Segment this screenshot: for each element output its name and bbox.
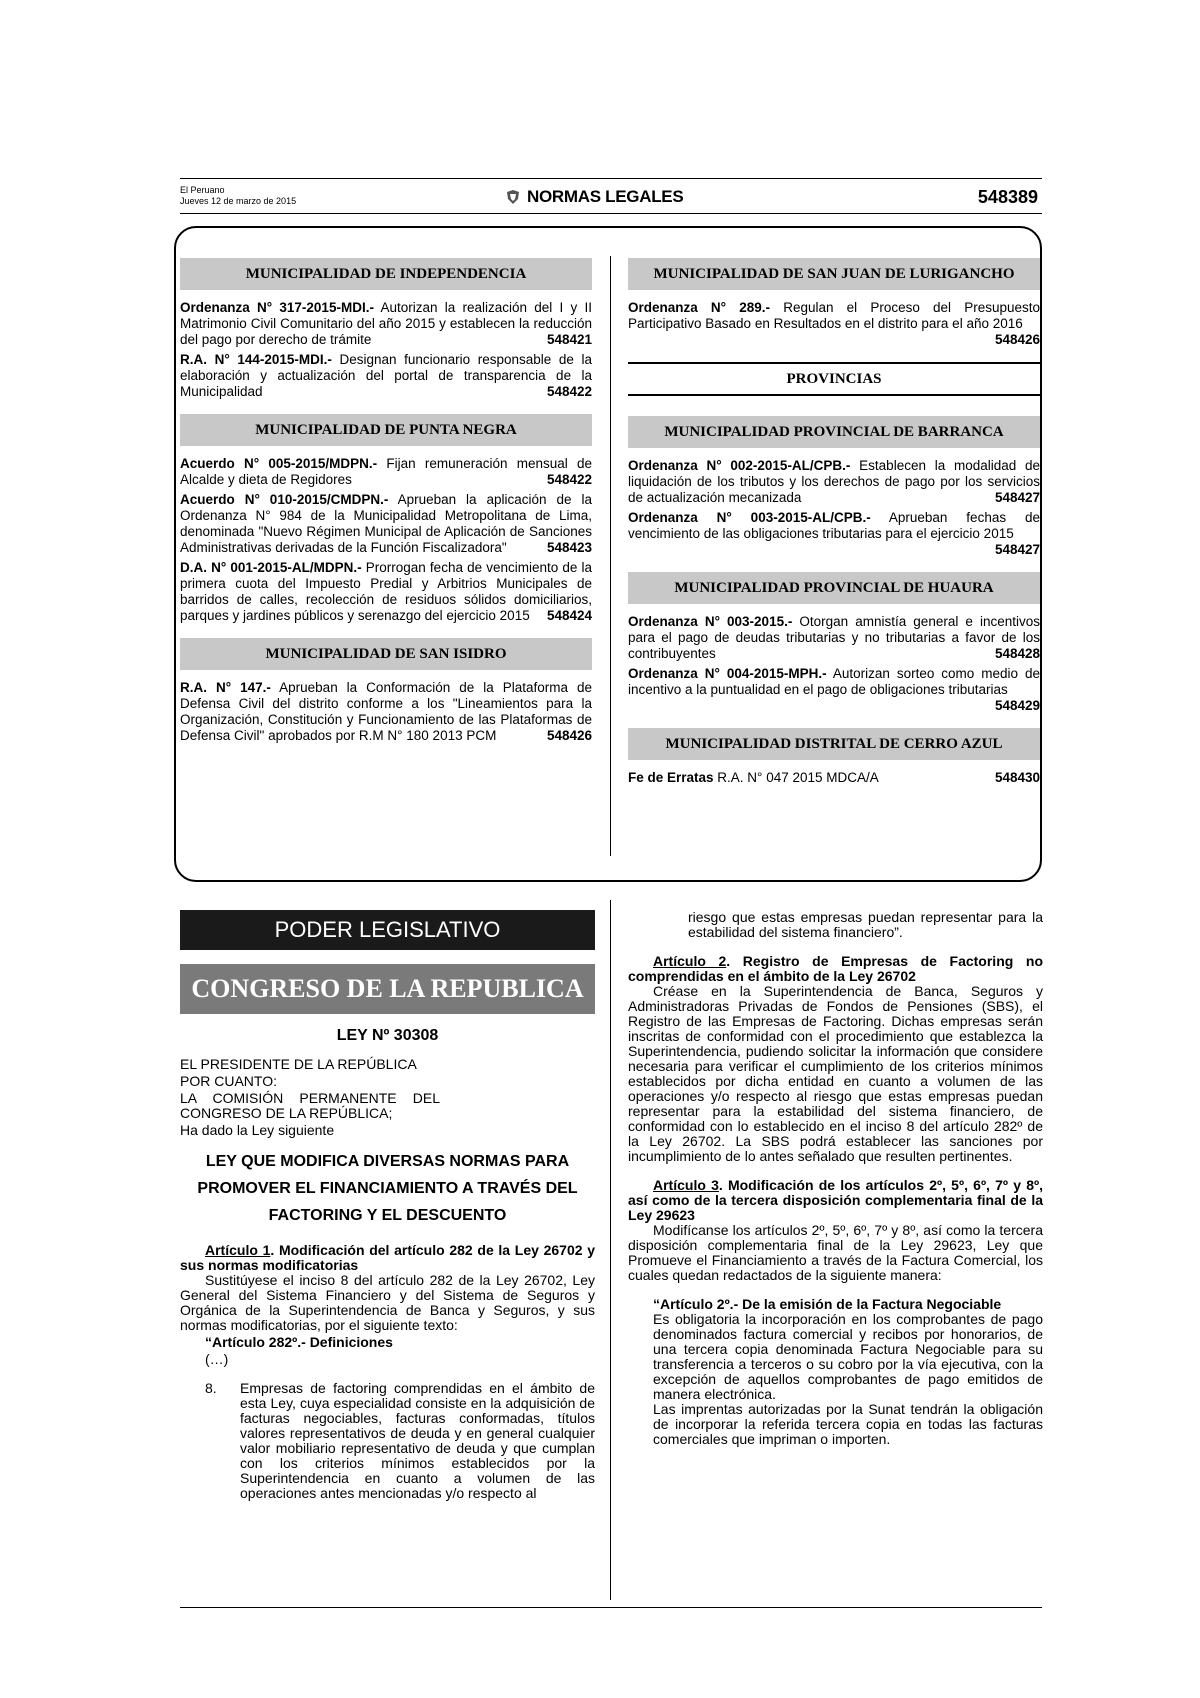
article-3-text: Modifícanse los artículos 2º, 5º, 6º, 7º y 8º, así como la tercera disposición complementaria final de la Ley 29623, Ley que Promueve el Financiamiento a través de la Factura Comercial, los cuales quedan redactados de la siguiente manera: [628, 1222, 1043, 1283]
entry-description: Otorgan amnistía general e incentivos para el pago de deudas tributarias y no tributarias a favor de los contribuyentes [628, 614, 1040, 661]
entry-description: Aprueban la Conformación de la Plataforma de Defensa Civil del distrito conforme a los "Lineamientos para la Organización, Constitución y Funcionamiento de las Plataformas de Defensa Civil" aprobados por R.M N° 180 2013 PCM [180, 680, 592, 743]
body-left-column [180, 910, 595, 1501]
header-publisher-block [180, 185, 296, 207]
ha-dado-line: Ha dado la Ley siguiente [180, 1122, 335, 1138]
entry-reference: R.A. N° 147.- [180, 680, 271, 695]
summary-entry[interactable] [628, 666, 1040, 714]
summary-entry[interactable] [628, 614, 1040, 662]
entry-page: 548422 [546, 384, 592, 399]
por-cuanto-line: POR CUANTO: [180, 1073, 277, 1089]
entry-reference: Acuerdo N° 010-2015/CMDPN.- [180, 492, 389, 507]
entry-reference: Ordenanza N° 003-2015-AL/CPB.- [628, 510, 871, 525]
law-number: LEY Nº 30308 [336, 1027, 439, 1044]
section-heading: MUNICIPALIDAD PROVINCIAL DE HUAURA [628, 572, 1040, 604]
page-number: 548389 [977, 187, 1038, 207]
entry-page: 548422 [546, 472, 592, 487]
entry-reference: Ordenanza N° 317-2015-MDI.- [180, 300, 374, 315]
entry-page: 548421 [546, 332, 592, 347]
summary-entry[interactable] [180, 492, 592, 556]
president-line: EL PRESIDENTE DE LA REPÚBLICA [180, 1056, 417, 1072]
header-top-rule [180, 178, 1042, 179]
entry-page: 548429 [994, 698, 1040, 713]
entry-description: Establecen la modalidad de liquidación de los tributos y los derechos de pago por los servicios de actualización mecanizada [628, 458, 1040, 505]
item-8 [205, 1381, 595, 1501]
article-1-text: Sustitúyese el inciso 8 del artículo 282 de la Ley 26702, Ley General del Sistema Financiero y del Sistema de Seguros y Orgánica de la Superintendencia de Banca y Seguros, y sus normas modificatorias, por el siguiente texto: [180, 1272, 595, 1333]
entry-description: Designan funcionario responsable de la elaboración y actualización del portal de transparencia de la Municipalidad [180, 352, 592, 399]
publication-date: Jueves 12 de marzo de 2015 [180, 196, 297, 206]
body-right-column [628, 910, 1043, 1447]
article-2-quote-p1: Es obligatoria la incorporación en los comprobantes de pago denominados factura comercial y recibos por honorarios, de una tercera copia denominada Factura Negociable para su transferencia a terceros o su cobro por la vía ejecutiva, con la excepción de aquellos comprobantes de pago emitidos de manera electrónica. [653, 1311, 1043, 1402]
header-bottom-rule [180, 213, 1042, 214]
law-title: LEY QUE MODIFICA DIVERSAS NORMAS PARA PROMOVER EL FINANCIAMIENTO A TRAVÉS DEL FACTORING Y EL DESCUENTO [197, 1153, 578, 1224]
entry-reference: Acuerdo N° 005-2015/MDPN.- [180, 456, 378, 471]
article-2-quote-heading: “Artículo 2º.- De la emisión de la Factura Negociable [653, 1296, 1002, 1312]
section-heading: MUNICIPALIDAD DE SAN ISIDRO [180, 638, 592, 670]
section-heading: MUNICIPALIDAD DE INDEPENDENCIA [180, 258, 592, 290]
entry-reference: Ordenanza N° 003-2015.- [628, 614, 793, 629]
entry-page: 548427 [994, 542, 1040, 557]
article-1-label: Artículo 1 [205, 1242, 271, 1258]
ellipsis: (…) [205, 1351, 229, 1367]
entry-description: Regulan el Proceso del Presupuesto Participativo Basado en Resultados en el distrito para el año 2016 [628, 300, 1041, 331]
entry-description: R.A. N° 047 2015 MDCA/A [713, 770, 879, 785]
entry-reference: R.A. N° 144-2015-MDI.- [180, 352, 332, 367]
page-bottom-rule [180, 1607, 1042, 1608]
summary-entry[interactable] [628, 510, 1040, 558]
article-1-title: . Modificación del artículo 282 de la Ley 26702 y sus normas modificatorias [180, 1242, 595, 1273]
section-heading: MUNICIPALIDAD DE PUNTA NEGRA [180, 414, 592, 446]
publisher-name: El Peruano [180, 185, 225, 195]
poder-legislativo-banner: PODER LEGISLATIVO [180, 910, 595, 950]
entry-reference: Ordenanza N° 002-2015-AL/CPB.- [628, 458, 851, 473]
article-282-heading: “Artículo 282º.- Definiciones [205, 1334, 393, 1350]
entry-page: 548424 [546, 608, 592, 623]
entry-description: Prorrogan fecha de vencimiento de la primera cuota del Impuesto Predial y Arbitrios Municipales de barridos de calles, recolección de residuos sólidos domiciliarios, parques y jardines públicos y serenazgo del ejercicio 2015 [180, 560, 592, 623]
article-2-title: . Registro de Empresas de Factoring no comprendidas en el ámbito de la Ley 26702 [628, 953, 1043, 984]
summary-entry[interactable] [180, 352, 592, 400]
article-1-heading [180, 1243, 595, 1273]
entry-page: 548426 [546, 728, 592, 743]
article-3-label: Artículo 3 [653, 1177, 719, 1193]
entry-page: 548423 [546, 540, 592, 555]
entry-description: Autorizan la realización del I y II Matrimonio Civil Comunitario del año 2015 y establecen la reducción del pago por derecho de trámite [180, 300, 592, 347]
summary-entry[interactable] [180, 456, 592, 488]
article-3-title: . Modificación de los artículos 2º, 5º, 6º, 7º y 8º, así como de la tercera disposición complementaria final de la Ley 29623 [628, 1177, 1043, 1223]
body-column-divider [610, 900, 611, 1600]
entry-page: 548430 [994, 770, 1040, 785]
summary-entry[interactable] [628, 300, 1040, 348]
article-2-text: Créase en la Superintendencia de Banca, Seguros y Administradoras Privadas de Fondos de Pensiones (SBS), el Registro de las Empresas de Factoring. Dichas empresas serán inscritas de conformidad con el procedimiento que establezca la Superintendencia, pudiendo solicitar la información que considere necesaria para verificar el cumplimiento de los criterios mínimos establecidos por dicha entidad en cuanto a volumen de las operaciones y/o respecto al riesgo que estas empresas puedan representar para la estabilidad del sistema financiero, de conformidad con lo establecido en el inciso 8 del artículo 282º de la Ley 26702. La SBS podrá establecer las sanciones por incumplimiento de lo antes señalado que resulten pertinentes. [628, 983, 1043, 1164]
summary-entry[interactable] [180, 560, 592, 624]
entry-page: 548426 [994, 332, 1040, 347]
item-8-text: Empresas de factoring comprendidas en el ámbito de esta Ley, cuya especialidad consiste en la adquisición de facturas negociables, facturas conformadas, títulos valores representativos de deuda y en general cualquier valor mobiliario representativo de deuda y que cumplan con los criterios mínimos establecidos por la Superintendencia en cuanto a volumen de las operaciones antes mencionadas y/o respecto al [240, 1380, 595, 1501]
entry-description: Fijan remuneración mensual de Alcalde y dieta de Regidores [180, 456, 592, 487]
item-8-continuation: riesgo que estas empresas puedan representar para la estabilidad del sistema financiero”. [688, 909, 1043, 940]
summary-entry[interactable] [180, 300, 592, 348]
congreso-banner: CONGRESO DE LA REPUBLICA [180, 964, 595, 1014]
entry-description: Autorizan sorteo como medio de incentivo a la puntualidad en el pago de obligaciones tributarias [628, 666, 1040, 697]
entry-reference: Fe de Erratas [628, 770, 714, 785]
entry-page: 548427 [994, 490, 1040, 505]
coat-of-arms-icon [505, 189, 521, 205]
section-heading: MUNICIPALIDAD DISTRITAL DE CERRO AZUL [628, 728, 1040, 760]
entry-page: 548428 [994, 646, 1040, 661]
entry-reference: Ordenanza N° 289.- [628, 300, 771, 315]
summary-entry[interactable] [628, 770, 1040, 786]
section-heading: MUNICIPALIDAD DE SAN JUAN DE LURIGANCHO [628, 258, 1040, 290]
comision-line: LA COMISIÓN PERMANENTE DEL CONGRESO DE LA REPÚBLICA; [180, 1090, 440, 1121]
entry-description: Aprueban la aplicación de la Ordenanza N° 984 de la Municipalidad Metropolitana de Lima, denominada "Nuevo Régimen Municipal de Aplicación de Sanciones Administrativas derivadas de la Función Fiscalizadora" [180, 492, 592, 555]
article-2-heading [628, 954, 1043, 984]
article-2-label: Artículo 2 [653, 953, 727, 969]
section-title [505, 187, 683, 207]
entry-description: Aprueban fechas de vencimiento de las obligaciones tributarias para el ejercicio 2015 [628, 510, 1040, 541]
summary-column-divider [610, 256, 611, 856]
summary-entry[interactable] [628, 458, 1040, 506]
summary-right-column [628, 258, 1040, 800]
summary-left-column [180, 258, 592, 758]
item-8-number: 8. [205, 1380, 217, 1396]
entry-reference: Ordenanza N° 004-2015-MPH.- [628, 666, 827, 681]
section-heading: MUNICIPALIDAD PROVINCIAL DE BARRANCA [628, 416, 1040, 448]
section-heading: PROVINCIAS [628, 362, 1040, 396]
summary-entry[interactable] [180, 680, 592, 744]
entry-reference: D.A. N° 001-2015-AL/MDPN.- [180, 560, 362, 575]
article-3-heading [628, 1178, 1043, 1223]
section-title-text: NORMAS LEGALES [527, 187, 684, 206]
article-2-quote-p2: Las imprentas autorizadas por la Sunat tendrán la obligación de incorporar la referida tercera copia en todas las facturas comerciales que impriman o importen. [653, 1401, 1043, 1447]
